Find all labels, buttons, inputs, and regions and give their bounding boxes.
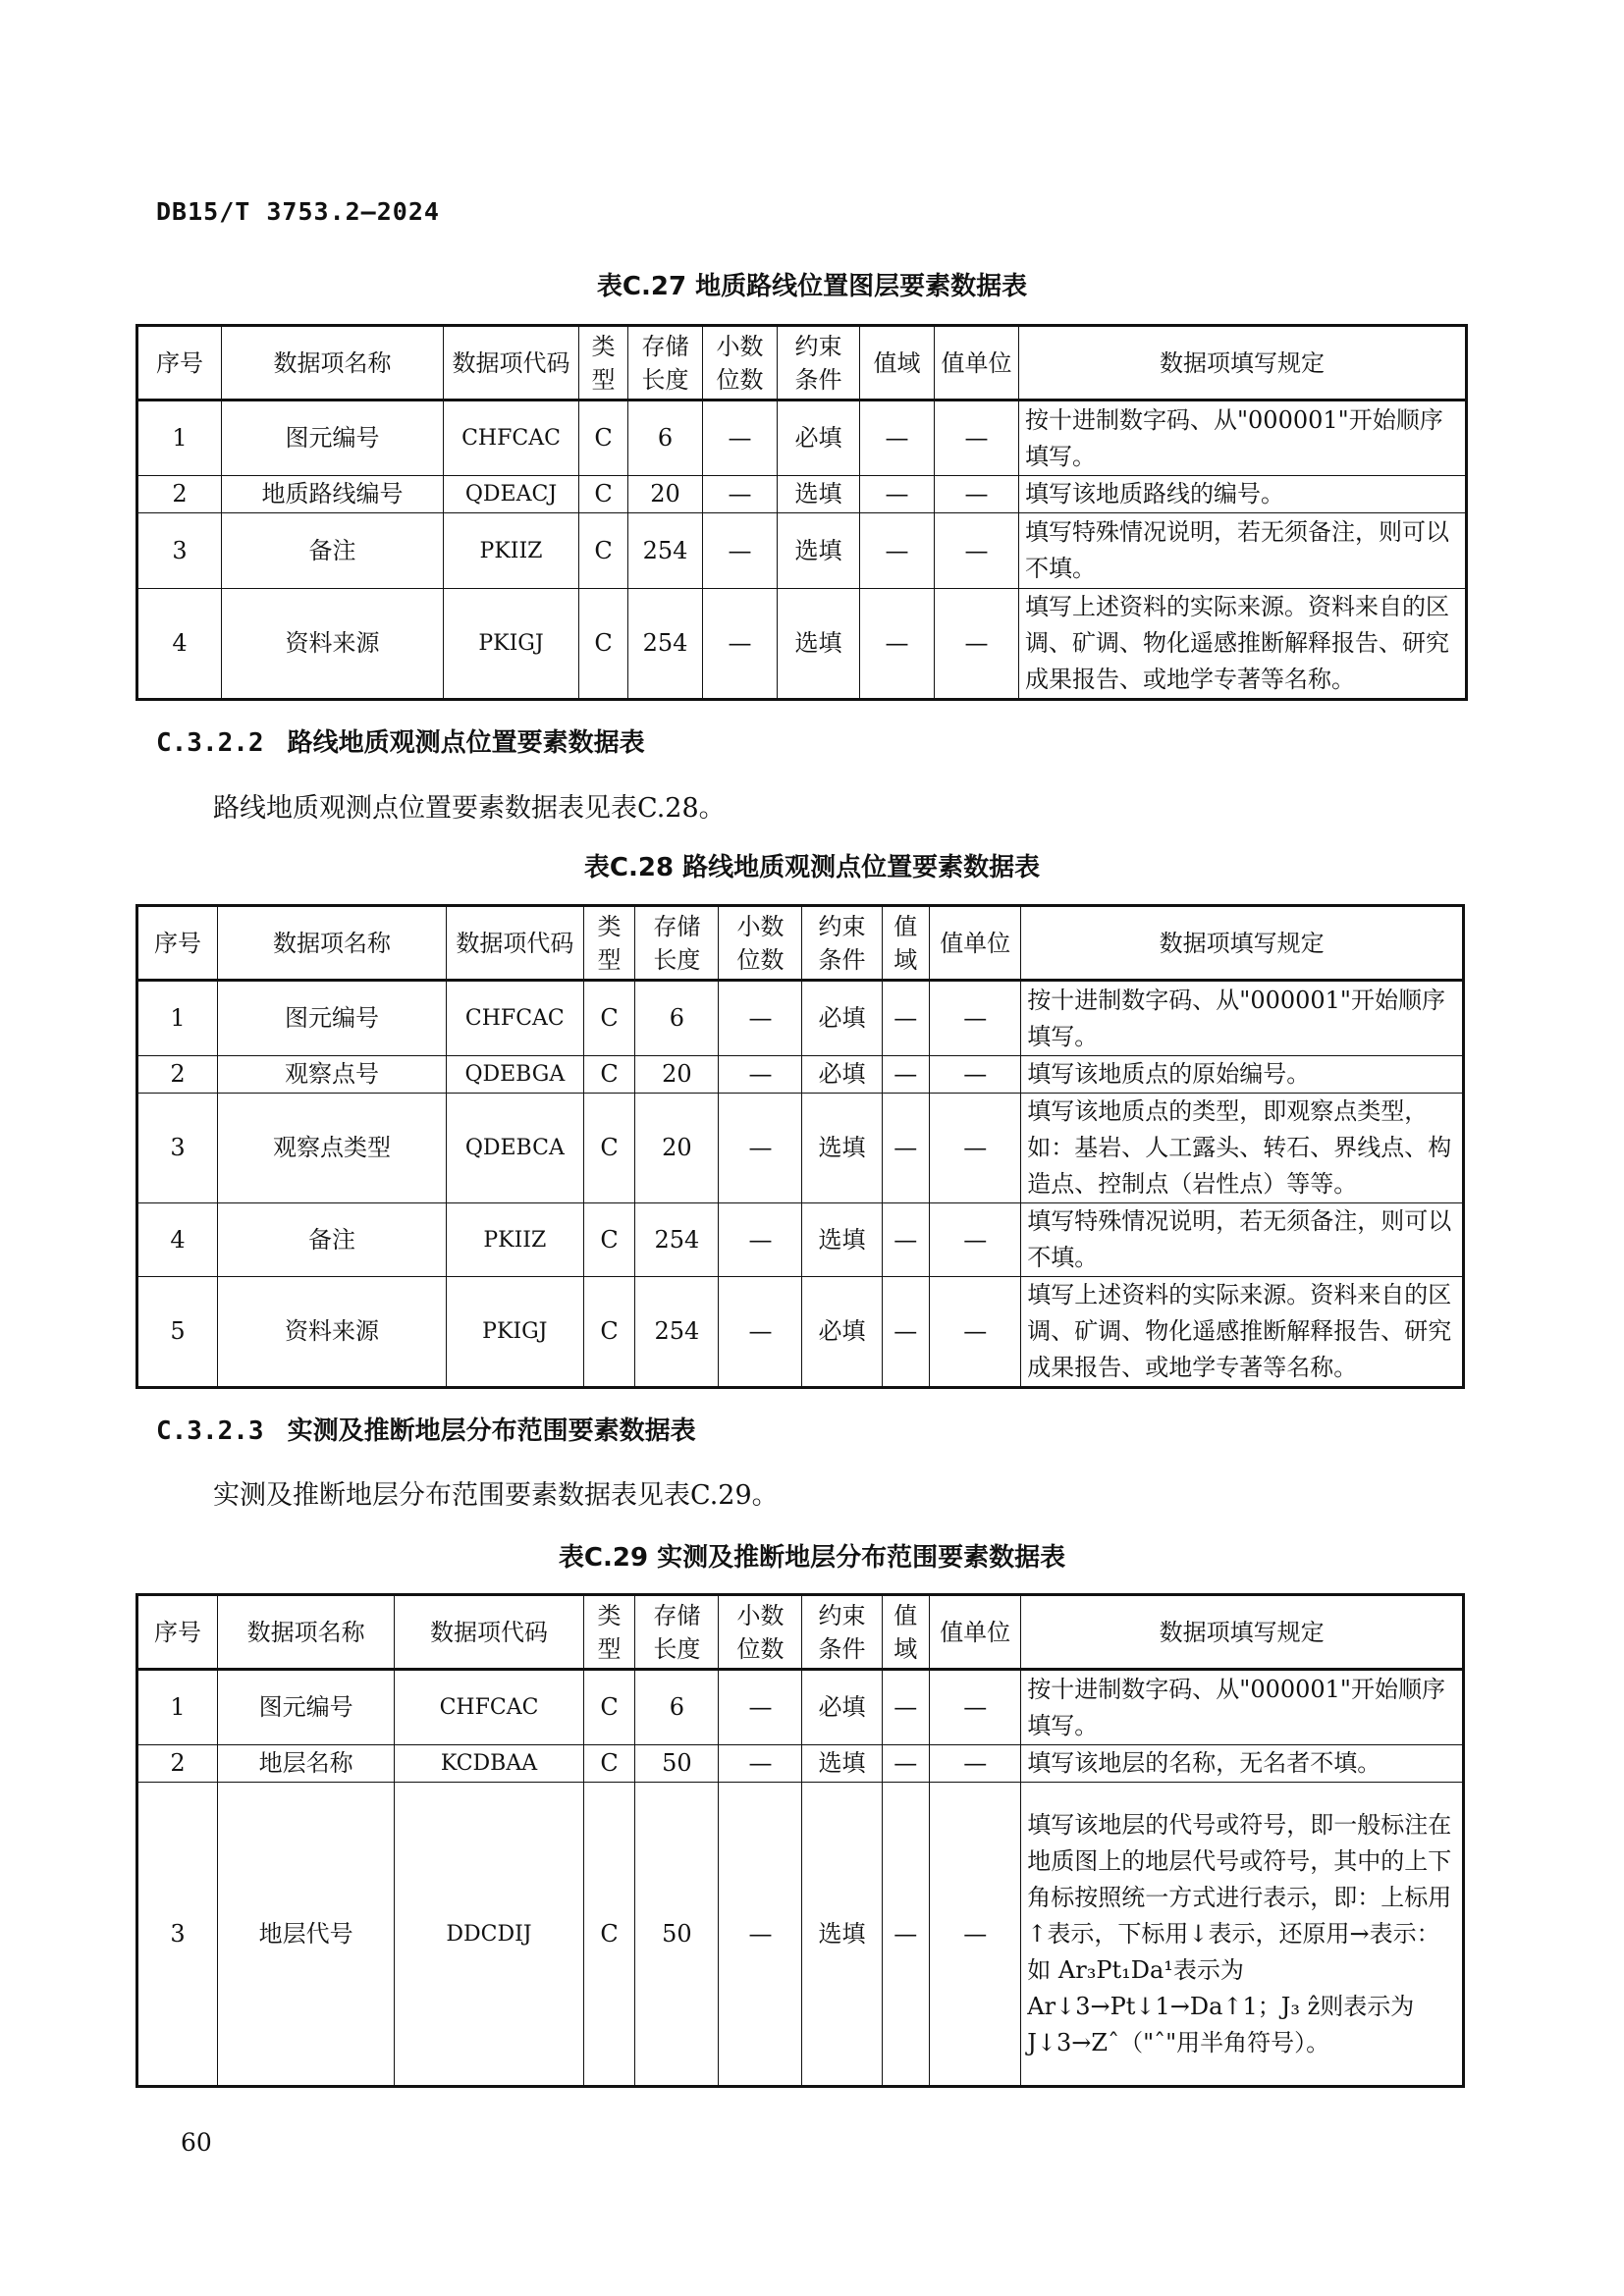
cell-type: C [583, 981, 635, 1056]
column-header-unit: 值单位 [935, 326, 1019, 400]
cell-length: 6 [635, 1670, 719, 1745]
table-row [137, 1670, 1464, 1745]
cell-seq: 3 [137, 513, 222, 589]
cell-length: 254 [628, 513, 703, 589]
cell-constraint: 选填 [778, 513, 860, 589]
cell-constraint: 选填 [802, 1783, 882, 2087]
cell-decimals: — [719, 1670, 802, 1745]
cell-decimals: — [719, 1783, 802, 2087]
column-header-length: 存储 长度 [628, 326, 703, 400]
cell-length: 254 [628, 589, 703, 700]
cell-decimals: — [703, 476, 778, 513]
column-header-length: 存储 长度 [635, 906, 719, 981]
cell-type: C [583, 1094, 635, 1203]
cell-item-code: PKIIZ [444, 513, 579, 589]
cell-domain: — [882, 1203, 930, 1277]
cell-length: 6 [628, 400, 703, 476]
column-header-constraint: 约束 条件 [778, 326, 860, 400]
table-row [137, 1745, 1464, 1783]
cell-decimals: — [719, 1277, 802, 1388]
table-row [137, 476, 1467, 513]
column-header-domain: 值 域 [882, 906, 930, 981]
cell-seq: 2 [137, 1056, 218, 1094]
column-header-item-code: 数据项代码 [444, 326, 579, 400]
cell-rule: 填写特殊情况说明，若无须备注，则可以不填。 [1021, 1203, 1464, 1277]
cell-item-name: 图元编号 [222, 400, 444, 476]
cell-rule: 填写上述资料的实际来源。资料来自的区调、矿调、物化遥感推断解释报告、研究成果报告、或地学专著等名称。 [1021, 1277, 1464, 1388]
cell-item-name: 备注 [218, 1203, 447, 1277]
cell-rule: 填写该地质路线的编号。 [1019, 476, 1467, 513]
cell-seq: 1 [137, 400, 222, 476]
cell-item-code: PKIGJ [444, 589, 579, 700]
column-header-constraint: 约束 条件 [802, 1595, 882, 1670]
cell-item-name: 图元编号 [218, 981, 447, 1056]
table-c29-caption: 表C.29 实测及推断地层分布范围要素数据表 [558, 1543, 1066, 1573]
column-header-item-name: 数据项名称 [218, 906, 447, 981]
cell-seq: 2 [137, 476, 222, 513]
cell-rule: 填写该地质点的类型，即观察点类型，如：基岩、人工露头、转石、界线点、构造点、控制点（岩性点）等等。 [1021, 1094, 1464, 1203]
column-header-rule: 数据项填写规定 [1021, 1595, 1464, 1670]
table-c28 [135, 904, 1465, 1389]
cell-item-code: CHFCAC [446, 981, 583, 1056]
cell-unit: — [930, 1745, 1021, 1783]
cell-type: C [583, 1203, 635, 1277]
cell-domain: — [860, 400, 935, 476]
cell-decimals: — [719, 1094, 802, 1203]
cell-seq: 4 [137, 589, 222, 700]
cell-constraint: 选填 [778, 589, 860, 700]
document-code-header: DB15/T 3753.2—2024 [156, 197, 440, 226]
column-header-item-name: 数据项名称 [218, 1595, 395, 1670]
section-title: 实测及推断地层分布范围要素数据表 [287, 1416, 696, 1446]
table-row [137, 513, 1467, 589]
cell-domain: — [882, 1745, 930, 1783]
cell-type: C [579, 476, 628, 513]
table-row [137, 1203, 1464, 1277]
cell-domain: — [882, 1056, 930, 1094]
cell-item-code: PKIIZ [446, 1203, 583, 1277]
cell-seq: 1 [137, 981, 218, 1056]
table-c28-header-row [137, 906, 1464, 981]
cell-decimals: — [703, 589, 778, 700]
cell-domain: — [882, 981, 930, 1056]
column-header-item-code: 数据项代码 [446, 906, 583, 981]
cell-unit: — [935, 476, 1019, 513]
cell-unit: — [930, 1670, 1021, 1745]
cell-constraint: 必填 [802, 1670, 882, 1745]
cell-length: 254 [635, 1203, 719, 1277]
column-header-item-name: 数据项名称 [222, 326, 444, 400]
cell-seq: 4 [137, 1203, 218, 1277]
cell-item-name: 观察点号 [218, 1056, 447, 1094]
table-row [137, 1783, 1464, 2087]
cell-type: C [579, 513, 628, 589]
cell-domain: — [882, 1277, 930, 1388]
cell-domain: — [860, 589, 935, 700]
cell-unit: — [930, 1203, 1021, 1277]
page-number: 60 [181, 2128, 212, 2157]
cell-item-name: 图元编号 [218, 1670, 395, 1745]
cell-constraint: 必填 [802, 981, 882, 1056]
cell-domain: — [860, 476, 935, 513]
cell-unit: — [935, 513, 1019, 589]
cell-decimals: — [719, 1203, 802, 1277]
cell-length: 20 [635, 1094, 719, 1203]
cell-item-code: QDEBCA [446, 1094, 583, 1203]
cell-constraint: 必填 [802, 1277, 882, 1388]
section-title: 路线地质观测点位置要素数据表 [287, 728, 645, 758]
cell-rule: 按十进制数字码、从"000001"开始顺序填写。 [1019, 400, 1467, 476]
table-c27 [135, 324, 1468, 701]
cell-seq: 1 [137, 1670, 218, 1745]
cell-item-name: 地层代号 [218, 1783, 395, 2087]
cell-decimals: — [719, 981, 802, 1056]
column-header-decimals: 小数 位数 [719, 1595, 802, 1670]
cell-type: C [579, 400, 628, 476]
cell-seq: 3 [137, 1783, 218, 2087]
cell-item-code: QDEBGA [446, 1056, 583, 1094]
section-number: C.3.2.3 [156, 1416, 264, 1446]
cell-length: 50 [635, 1745, 719, 1783]
cell-item-name: 地质路线编号 [222, 476, 444, 513]
table-row [137, 400, 1467, 476]
cell-decimals: — [703, 513, 778, 589]
cell-type: C [579, 589, 628, 700]
cell-constraint: 选填 [802, 1745, 882, 1783]
column-header-type: 类 型 [579, 326, 628, 400]
table-row [137, 589, 1467, 700]
cell-item-code: DDCDIJ [395, 1783, 583, 2087]
table-row [137, 1277, 1464, 1388]
cell-unit: — [930, 981, 1021, 1056]
cell-rule: 填写特殊情况说明，若无须备注，则可以不填。 [1019, 513, 1467, 589]
cell-item-code: CHFCAC [444, 400, 579, 476]
cell-item-name: 观察点类型 [218, 1094, 447, 1203]
cell-unit: — [930, 1094, 1021, 1203]
column-header-unit: 值单位 [930, 906, 1021, 981]
cell-type: C [583, 1277, 635, 1388]
column-header-domain: 值 域 [882, 1595, 930, 1670]
cell-constraint: 必填 [802, 1056, 882, 1094]
column-header-length: 存储 长度 [635, 1595, 719, 1670]
table-row [137, 981, 1464, 1056]
column-header-item-code: 数据项代码 [395, 1595, 583, 1670]
cell-item-code: PKIGJ [446, 1277, 583, 1388]
cell-rule: 填写该地层的代号或符号，即一般标注在地质图上的地层代号或符号，其中的上下角标按照统一方式进行表示，即：上标用↑表示，下标用↓表示，还原用→表示：如 Ar₃Pt₁Da¹表示为 Ar↓3→Pt↓1→Da↑1；J₃ ẑ则表示为 J↓3→Zˆ（"ˆ"用半角符号）。 [1021, 1783, 1464, 2087]
cell-domain: — [882, 1783, 930, 2087]
cell-length: 50 [635, 1783, 719, 2087]
column-header-decimals: 小数 位数 [703, 326, 778, 400]
table-row [137, 1094, 1464, 1203]
cell-length: 6 [635, 981, 719, 1056]
table-c28-caption: 表C.28 路线地质观测点位置要素数据表 [583, 853, 1041, 882]
cell-item-name: 备注 [222, 513, 444, 589]
section-paragraph: 路线地质观测点位置要素数据表见表C.28。 [213, 793, 726, 824]
cell-item-name: 地层名称 [218, 1745, 395, 1783]
cell-seq: 5 [137, 1277, 218, 1388]
cell-type: C [583, 1745, 635, 1783]
table-c27-caption: 表C.27 地质路线位置图层要素数据表 [596, 272, 1028, 301]
cell-constraint: 选填 [778, 476, 860, 513]
section-paragraph: 实测及推断地层分布范围要素数据表见表C.29。 [213, 1480, 779, 1511]
column-header-type: 类 型 [583, 906, 635, 981]
cell-decimals: — [719, 1745, 802, 1783]
cell-rule: 填写该地层的名称，无名者不填。 [1021, 1745, 1464, 1783]
cell-domain: — [882, 1670, 930, 1745]
column-header-type: 类型 [583, 1595, 635, 1670]
cell-type: C [583, 1670, 635, 1745]
cell-item-code: KCDBAA [395, 1745, 583, 1783]
table-c27-header-row [137, 326, 1467, 400]
cell-rule: 填写上述资料的实际来源。资料来自的区调、矿调、物化遥感推断解释报告、研究成果报告、或地学专著等名称。 [1019, 589, 1467, 700]
cell-unit: — [935, 589, 1019, 700]
cell-length: 20 [628, 476, 703, 513]
cell-unit: — [930, 1783, 1021, 2087]
section-number: C.3.2.2 [156, 728, 264, 758]
column-header-domain: 值域 [860, 326, 935, 400]
column-header-seq: 序号 [137, 1595, 218, 1670]
table-c29-header-row [137, 1595, 1464, 1670]
cell-type: C [583, 1056, 635, 1094]
cell-item-name: 资料来源 [222, 589, 444, 700]
section-heading-c323 [156, 1411, 696, 1447]
table-c29 [135, 1593, 1465, 2088]
cell-rule: 按十进制数字码、从"000001"开始顺序填写。 [1021, 1670, 1464, 1745]
cell-rule: 填写该地质点的原始编号。 [1021, 1056, 1464, 1094]
column-header-seq: 序号 [137, 326, 222, 400]
cell-domain: — [860, 513, 935, 589]
cell-decimals: — [719, 1056, 802, 1094]
section-heading-c322 [156, 722, 645, 759]
cell-constraint: 选填 [802, 1094, 882, 1203]
cell-constraint: 选填 [802, 1203, 882, 1277]
cell-item-code: CHFCAC [395, 1670, 583, 1745]
table-row [137, 1056, 1464, 1094]
cell-decimals: — [703, 400, 778, 476]
cell-length: 20 [635, 1056, 719, 1094]
column-header-decimals: 小数 位数 [719, 906, 802, 981]
column-header-constraint: 约束 条件 [802, 906, 882, 981]
cell-length: 254 [635, 1277, 719, 1388]
column-header-rule: 数据项填写规定 [1021, 906, 1464, 981]
cell-item-name: 资料来源 [218, 1277, 447, 1388]
cell-seq: 3 [137, 1094, 218, 1203]
cell-item-code: QDEACJ [444, 476, 579, 513]
cell-constraint: 必填 [778, 400, 860, 476]
cell-unit: — [935, 400, 1019, 476]
cell-unit: — [930, 1277, 1021, 1388]
cell-domain: — [882, 1094, 930, 1203]
column-header-unit: 值单位 [930, 1595, 1021, 1670]
column-header-rule: 数据项填写规定 [1019, 326, 1467, 400]
cell-type: C [583, 1783, 635, 2087]
cell-unit: — [930, 1056, 1021, 1094]
column-header-seq: 序号 [137, 906, 218, 981]
cell-seq: 2 [137, 1745, 218, 1783]
cell-rule: 按十进制数字码、从"000001"开始顺序填写。 [1021, 981, 1464, 1056]
